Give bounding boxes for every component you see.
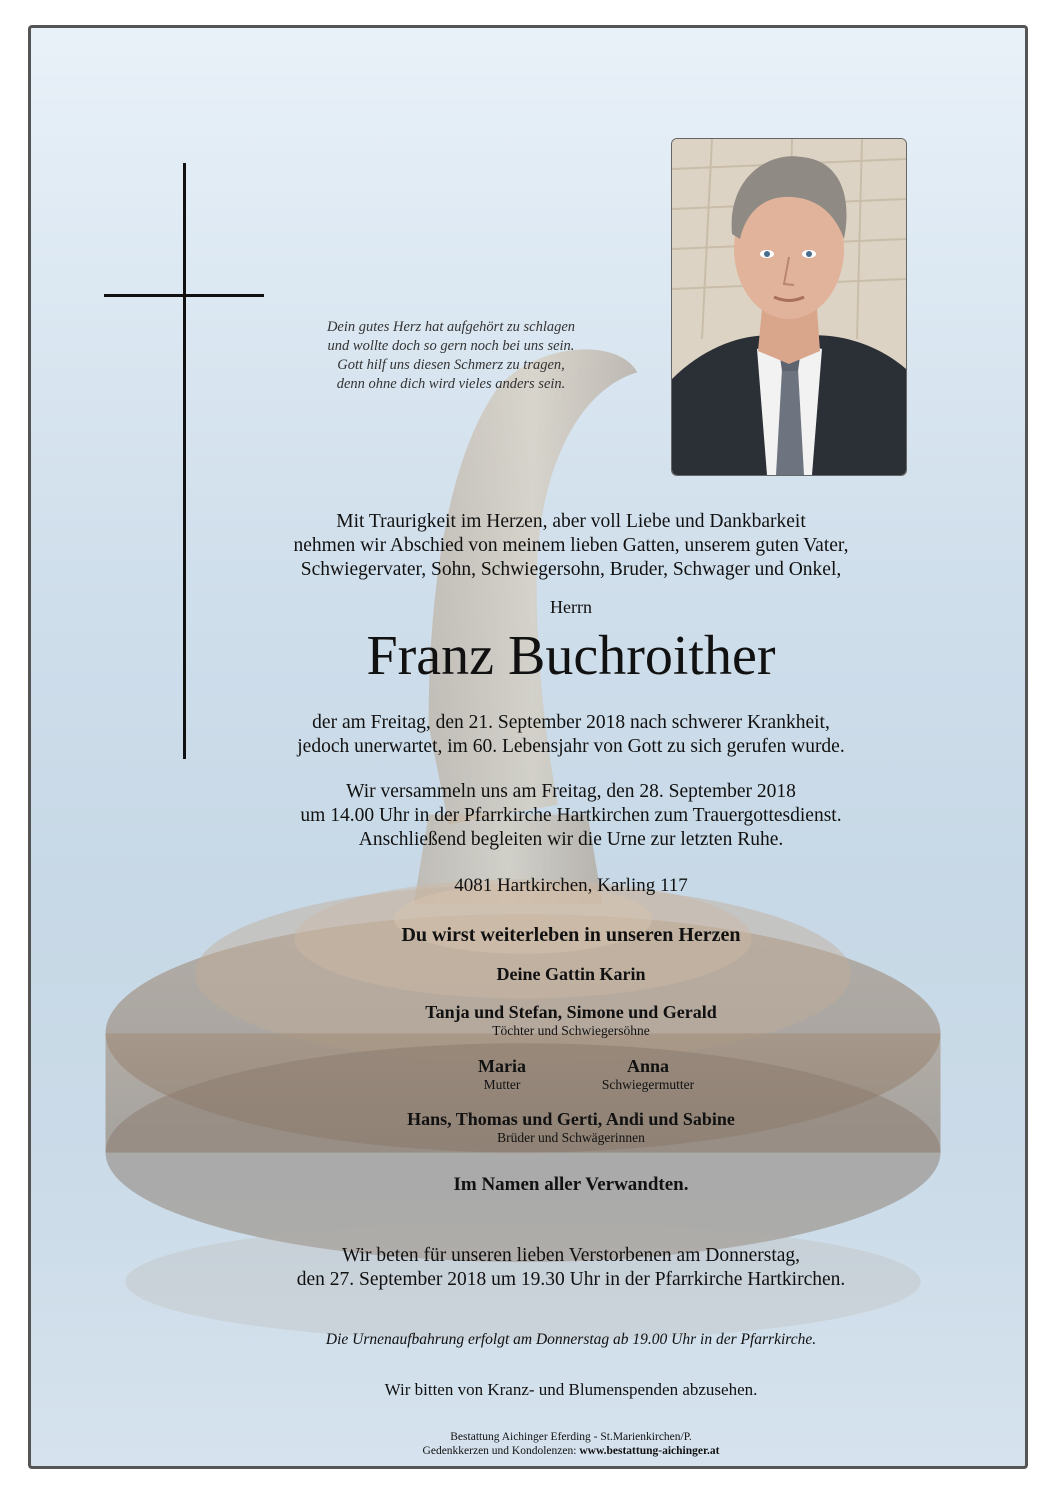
mourner-siblings xyxy=(211,1108,931,1146)
mother-relation: Mutter xyxy=(483,1077,521,1092)
cross-vertical-bar xyxy=(183,163,186,759)
urn-viewing-note: Die Urnenaufbahrung erfolgt am Donnerstag ab 19.00 Uhr in der Pfarrkirche. xyxy=(325,1331,817,1348)
mourner-wife: Deine Gattin Karin xyxy=(496,964,646,984)
intro-text xyxy=(211,510,931,582)
footer-condolences xyxy=(211,1444,931,1458)
cross-horizontal-bar xyxy=(104,294,264,297)
footer-website-link[interactable]: www.bestattung-aichinger.at xyxy=(579,1445,720,1457)
mother-in-law-relation: Schwiegermutter xyxy=(601,1077,695,1092)
mother-name: Maria xyxy=(478,1056,526,1076)
footer-condolences-label: Gedenkkerzen und Kondolenzen: xyxy=(422,1445,580,1457)
prayer-info xyxy=(211,1244,931,1292)
children-relation: Töchter und Schwiegersöhne xyxy=(492,1023,650,1038)
service-info xyxy=(211,780,931,852)
intro-line: nehmen wir Abschied von meinem lieben Gatten, unserem guten Vater, xyxy=(293,535,849,556)
intro-line: Mit Traurigkeit im Herzen, aber voll Liebe und Dankbarkeit xyxy=(336,511,806,532)
mourner-mother-in-law xyxy=(548,1055,748,1093)
death-notice-line: jedoch unerwartet, im 60. Lebensjahr von Gott zu sich gerufen wurde. xyxy=(297,736,845,757)
family-address: 4081 Hartkirchen, Karling 117 xyxy=(454,875,688,896)
prayer-line: Wir beten für unseren lieben Verstorbenen am Donnerstag, xyxy=(341,1245,801,1266)
service-line: Anschließend begleiten wir die Urne zur letzten Ruhe. xyxy=(358,829,784,850)
poem-line: und wollte doch so gern noch bei uns sein. xyxy=(327,338,575,354)
mother-in-law-name: Anna xyxy=(626,1056,670,1076)
portrait-photo xyxy=(671,138,907,476)
children-names: Tanja und Stefan, Simone und Gerald xyxy=(425,1002,717,1022)
siblings-names: Hans, Thomas und Gerti, Andi und Sabine xyxy=(407,1109,735,1129)
salutation: Herrn xyxy=(550,597,592,617)
mourners-closing: Im Namen aller Verwandten. xyxy=(453,1174,689,1195)
service-line: um 14.00 Uhr in der Pfarrkirche Hartkirchen zum Trauergottesdienst. xyxy=(300,805,842,826)
flowers-note: Wir bitten von Kranz- und Blumenspenden abzusehen. xyxy=(384,1380,758,1399)
deceased-name: Franz Buchroither xyxy=(366,625,776,687)
poem-line: Dein gutes Herz hat aufgehört zu schlagen xyxy=(326,319,576,335)
death-notice xyxy=(211,711,931,759)
service-line: Wir versammeln uns am Freitag, den 28. September 2018 xyxy=(346,781,796,802)
death-notice-line: der am Freitag, den 21. September 2018 nach schwerer Krankheit, xyxy=(312,712,830,733)
mourners-motto: Du wirst weiterleben in unseren Herzen xyxy=(401,924,741,946)
obituary-card xyxy=(28,25,1028,1469)
poem-line: denn ohne dich wird vieles anders sein. xyxy=(336,376,566,392)
siblings-relation: Brüder und Schwägerinnen xyxy=(497,1130,645,1145)
intro-line: Schwiegervater, Sohn, Schwiegersohn, Bruder, Schwager und Onkel, xyxy=(300,559,842,580)
mourner-children xyxy=(211,1001,931,1039)
footer-funeral-home: Bestattung Aichinger Eferding - St.Marienkirchen/P. xyxy=(450,1431,692,1443)
memorial-poem xyxy=(281,318,621,394)
prayer-line: den 27. September 2018 um 19.30 Uhr in der Pfarrkirche Hartkirchen. xyxy=(296,1269,846,1290)
funeral-home-footer xyxy=(211,1430,931,1458)
poem-line: Gott hilf uns diesen Schmerz zu tragen, xyxy=(337,357,565,373)
